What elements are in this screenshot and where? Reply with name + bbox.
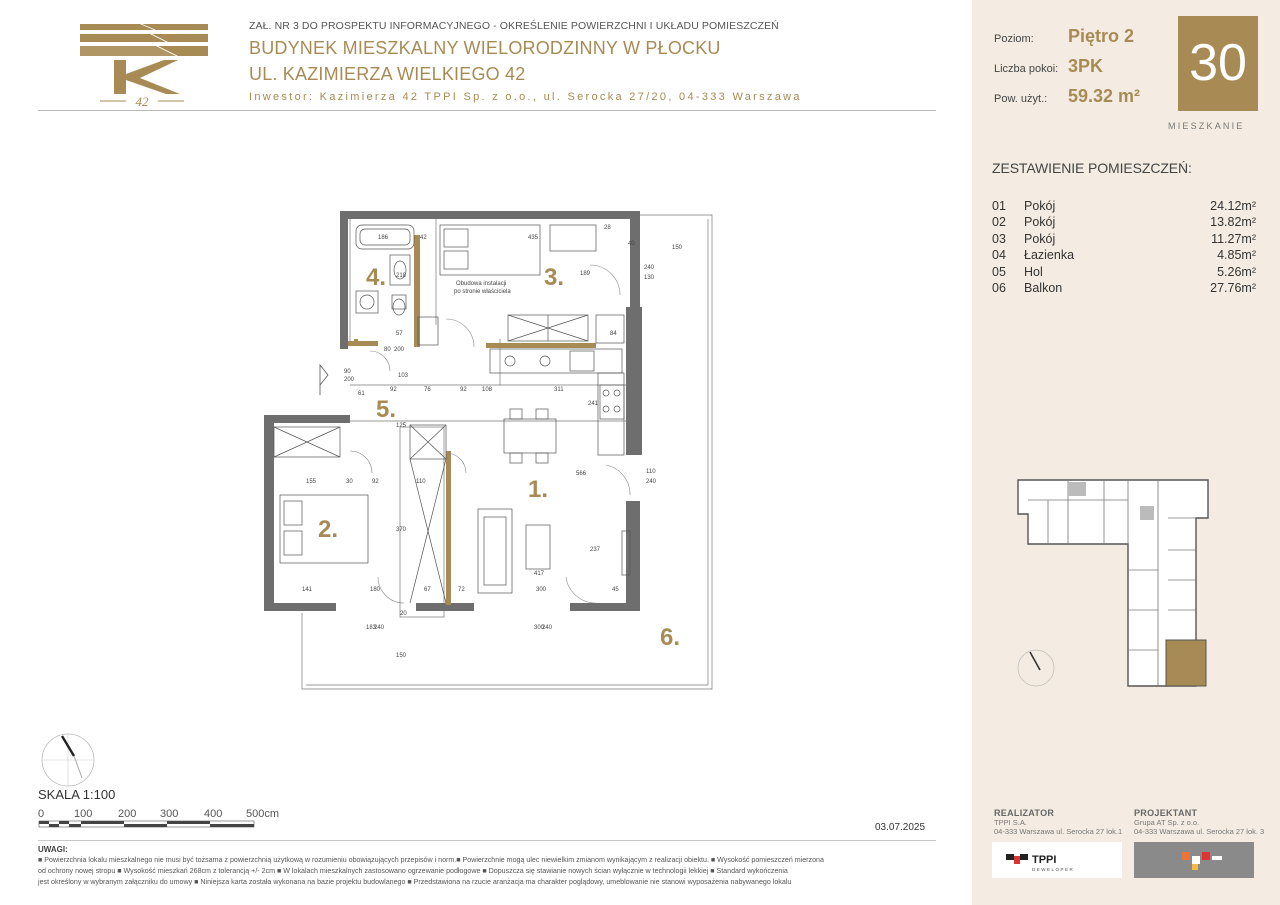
investor-line: Inwestor: Kazimierza 42 TPPI Sp. z o.o., ul. Serocka 27/20, 04-333 Warszawa	[249, 91, 802, 103]
dim-label: 189	[580, 271, 591, 277]
scale-tick: 0	[38, 808, 45, 820]
dim-label: 45	[612, 587, 619, 593]
building-title: BUDYNEK MIESZKALNY WIELORODZINNY W PŁOCKU	[249, 38, 721, 58]
cooktop	[600, 385, 624, 419]
dim-label: 42	[420, 235, 427, 241]
dim-label: 186	[378, 235, 389, 241]
room-number: 02	[992, 215, 1006, 230]
room-name: Hol	[1024, 264, 1043, 279]
rooms-count-label: Liczba pokoi:	[994, 63, 1059, 75]
realizator-address: 04-333 Warszawa ul. Serocka 27 lok.1	[994, 827, 1123, 836]
room-label-3: 3.	[544, 264, 565, 291]
balcony-outline	[302, 215, 712, 689]
dim-label: 108	[482, 387, 493, 393]
dim-label: 125	[396, 423, 407, 429]
dim-label: 57	[396, 331, 403, 337]
room-label-2: 2.	[318, 516, 339, 543]
note-line: ■ Powierzchnia lokalu mieszkalnego nie musi być tożsama z powierzchnią użytkową w rozumieniu obowiązujących przepisów i norm.■ Powierzchnie mogą ulec niewielkim zmianom wynikającym z realizacji obiektu. ■ Wysokość pomieszczeń mierzona	[38, 856, 824, 864]
dim-label: 80	[384, 347, 391, 353]
scale-tick: 100	[74, 808, 93, 820]
dim-label: 150	[672, 245, 683, 251]
projektant-logo	[1134, 842, 1254, 878]
dim-label: 300	[534, 625, 545, 631]
room-number: 06	[992, 280, 1006, 295]
rooms-count-value: 3PK	[1068, 56, 1104, 76]
floor-plan	[260, 205, 720, 695]
washbasin	[390, 255, 410, 285]
rooms-summary-title: ZESTAWIENIE POMIESZCZEŃ:	[992, 160, 1192, 176]
kitchen-counter	[490, 349, 622, 373]
dim-label: 218	[396, 273, 407, 279]
level-value: Piętro 2	[1068, 26, 1135, 46]
list-item	[992, 281, 1256, 297]
desk-room3	[550, 225, 596, 251]
dim-label: 240	[542, 625, 553, 631]
room-area: 11.27m²	[1211, 231, 1256, 246]
building-address: UL. KAZIMIERZA WIELKIEGO 42	[249, 64, 526, 84]
dim-label: 84	[610, 331, 617, 337]
dim-label: 200	[344, 377, 355, 383]
dim-label: 92	[390, 387, 397, 393]
attachment-title: ZAŁ. NR 3 DO PROSPEKTU INFORMACYJNEGO - OKREŚLENIE POWIERZCHNI I UKŁADU POMIESZCZEŃ	[249, 20, 779, 32]
realizator-logo	[992, 842, 1122, 878]
dim-label: 566	[576, 471, 587, 477]
dim-label: 40	[628, 241, 635, 247]
note-line: jest określony w wybranym załączniku do umowy ■ Niniejsza karta została wykonana na bazie projektu budowlanego ■ Przedstawiona na rzucie aranżacja ma charakter poglądowy, umeblowanie nie stanowi wyposażenia nabywanego lokalu	[38, 878, 792, 886]
level-label: Poziom:	[994, 33, 1034, 45]
list-item	[992, 248, 1256, 264]
unit-info-panel	[972, 0, 1280, 905]
dim-label: 72	[458, 587, 465, 593]
room-label-4: 4.	[366, 264, 387, 291]
room-name: Pokój	[1024, 199, 1056, 213]
notes-divider	[38, 840, 936, 841]
compass-icon	[40, 732, 96, 788]
dim-label: 311	[554, 387, 564, 393]
room-name: Pokój	[1024, 215, 1056, 230]
list-item	[992, 265, 1256, 281]
room-number: 03	[992, 231, 1006, 246]
dim-label: 130	[644, 275, 655, 281]
logo-number: 42	[135, 94, 149, 108]
scale-title: SKALA 1:100	[38, 787, 116, 802]
room-label-5: 5.	[376, 396, 397, 423]
installation-note-2: po stronie właściciela	[454, 289, 511, 295]
dim-label: 141	[302, 587, 313, 593]
dim-label: 435	[528, 235, 539, 241]
dim-label: 67	[424, 587, 431, 593]
apartment-number-badge: 30	[1178, 16, 1258, 111]
header-divider	[38, 110, 936, 111]
dim-label: 150	[396, 653, 407, 659]
realizator-logo-sub: DEWELOPER	[1032, 867, 1075, 872]
dim-label: 20	[400, 611, 407, 617]
dim-label: 240	[644, 265, 655, 271]
room-area: 24.12m²	[1210, 199, 1256, 213]
room-area: 5.26m²	[1217, 264, 1256, 279]
room-label-1: 1.	[528, 476, 549, 503]
room-label-6: 6.	[660, 624, 681, 651]
room-area: 27.76m²	[1210, 280, 1256, 295]
document-date: 03.07.2025	[875, 822, 926, 833]
dim-label: 240	[374, 625, 385, 631]
dim-label: 155	[306, 479, 317, 485]
projektant-address: 04-333 Warszawa ul. Serocka 27 lok. 3	[1134, 827, 1265, 836]
area-label: Pow. użyt.:	[994, 93, 1048, 105]
projektant-title: PROJEKTANT	[1134, 808, 1198, 818]
list-item	[992, 232, 1256, 248]
dim-label: 237	[590, 547, 601, 553]
scale-tick: 400	[204, 808, 223, 820]
building-key-plan	[1008, 470, 1218, 700]
projektant-name: Grupa AT Sp. z o.o.	[1134, 818, 1200, 827]
room-area: 13.82m²	[1210, 215, 1256, 230]
room-area: 4.85m²	[1217, 248, 1256, 263]
room-number: 05	[992, 264, 1006, 279]
dim-label: 103	[398, 373, 409, 379]
dim-label: 300	[536, 587, 547, 593]
dim-label: 240	[646, 479, 657, 485]
dim-label: 30	[346, 479, 353, 485]
scale-bar	[38, 806, 298, 830]
area-value: 59.32 m²	[1068, 86, 1141, 106]
dim-label: 61	[358, 391, 365, 397]
room-name: Balkon	[1024, 280, 1063, 295]
realizator-title: REALIZATOR	[994, 808, 1055, 818]
room-number: 04	[992, 248, 1006, 263]
list-item	[992, 199, 1256, 215]
room-name: Łazienka	[1024, 248, 1075, 263]
installation-shaft	[418, 317, 438, 345]
room-name: Pokój	[1024, 231, 1056, 246]
dim-label: 200	[394, 347, 405, 353]
dim-label: 110	[416, 479, 426, 485]
dim-label: 92	[460, 387, 467, 393]
note-line: od ochrony nowej stropu ■ Wysokość mieszkań 268cm z tolerancją +/- 2cm ■ W lokalach mieszkalnych zastosowano ogrzewanie podłogowe ■ Dopuszcza się stawianie nowych ścian wyłącznie w technologii lekkiej ■ Standard wykończenia	[38, 867, 788, 875]
dim-label: 92	[372, 479, 379, 485]
dim-label: 28	[604, 225, 611, 231]
dim-label: 183	[366, 625, 377, 631]
dim-label: 370	[396, 527, 407, 533]
realizator-name: TPPI S.A.	[994, 818, 1027, 827]
bed-room3	[440, 225, 540, 275]
sofa	[478, 509, 512, 593]
scale-tick: 300	[160, 808, 179, 820]
dim-label: 76	[424, 387, 431, 393]
dim-label: 90	[344, 369, 351, 375]
notes-title: UWAGI:	[38, 845, 68, 854]
realizator-logo-text: TPPI	[1032, 854, 1057, 866]
dining-table	[504, 419, 556, 453]
dim-label: 180	[370, 587, 381, 593]
dim-label: 417	[534, 571, 545, 577]
dim-label: 110	[646, 469, 656, 475]
installation-note-1: Obudowa instalacji	[456, 281, 507, 287]
list-item	[992, 215, 1256, 231]
dim-label: 241	[588, 401, 599, 407]
washing-machine	[356, 291, 378, 313]
highlighted-unit	[1166, 640, 1206, 686]
k42-logo-icon	[80, 22, 210, 108]
room-number: 01	[992, 199, 1006, 213]
scale-tick: 200	[118, 808, 137, 820]
apartment-caption: MIESZKANIE	[1168, 121, 1245, 131]
scale-tick: 500cm	[246, 808, 280, 820]
coffee-table	[526, 525, 550, 569]
rooms-summary-list	[992, 199, 1256, 297]
